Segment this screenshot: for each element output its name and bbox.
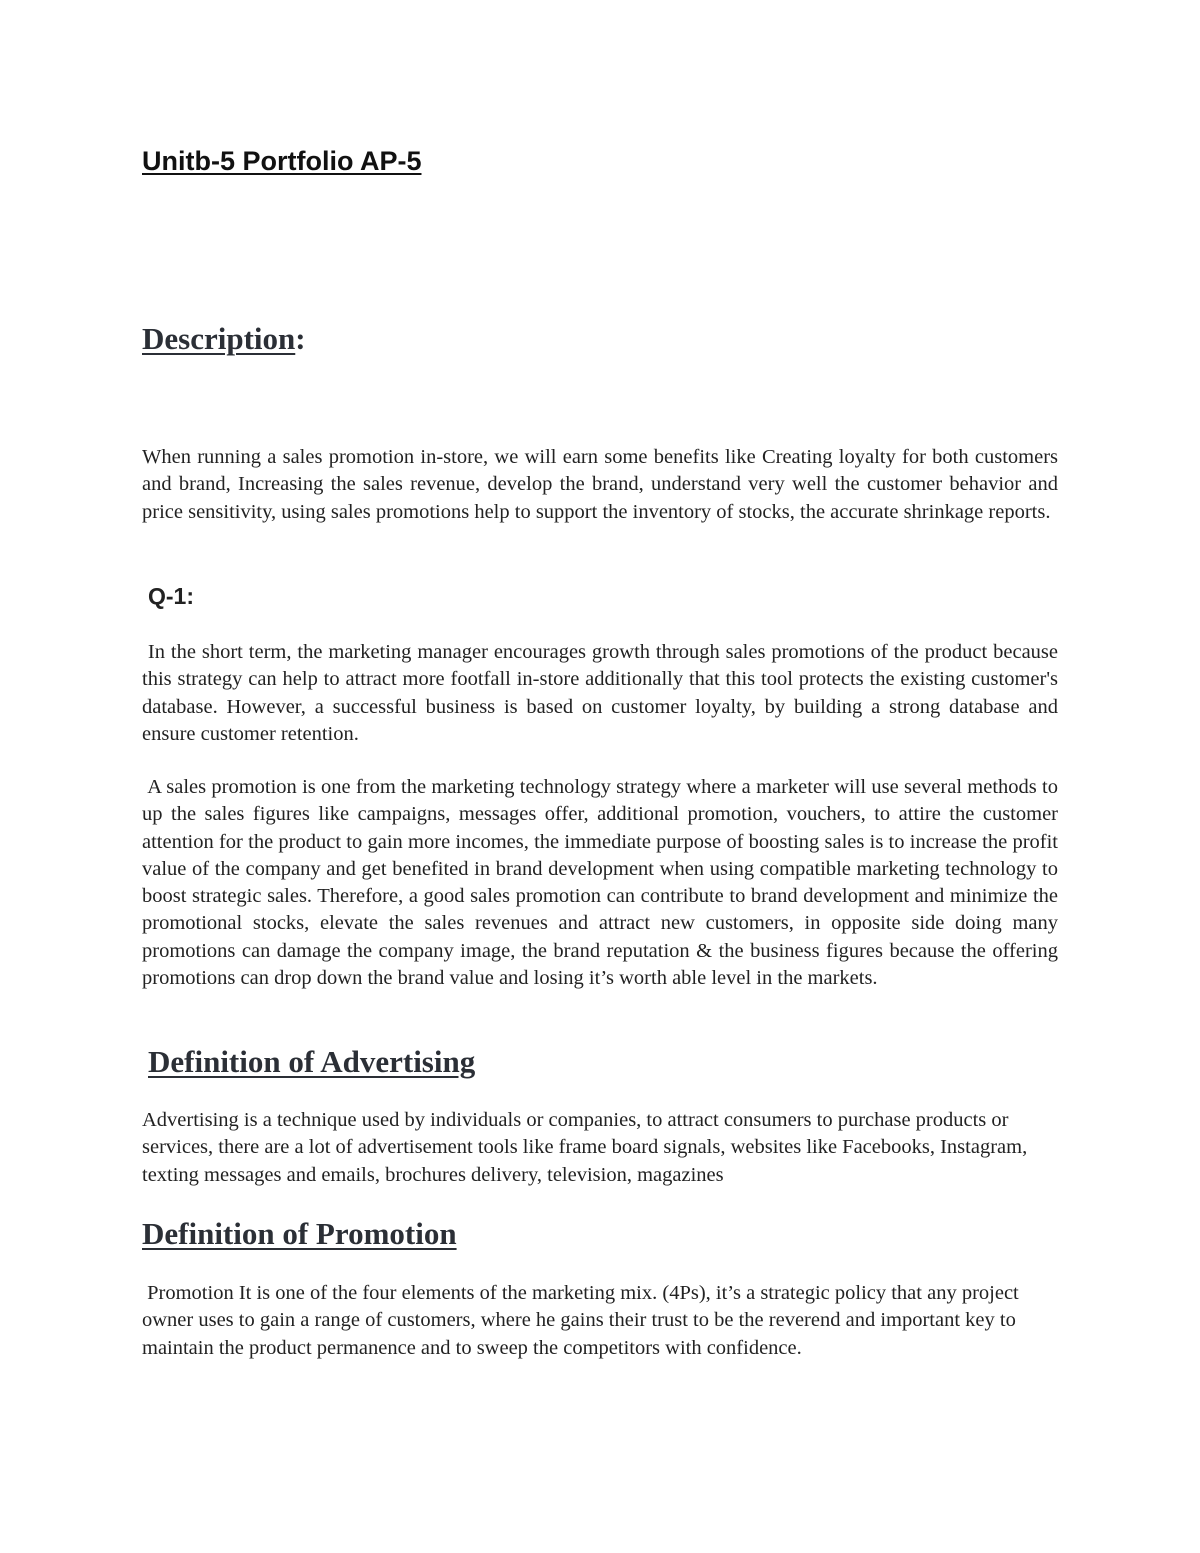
document-title: Unitb-5 Portfolio AP-5 (142, 146, 422, 176)
description-heading-colon: : (295, 321, 306, 356)
q1-label: Q-1: (148, 583, 194, 609)
description-heading-text: Description (142, 321, 296, 356)
promotion-heading-text: Definition of Promotion (142, 1216, 457, 1251)
q1-paragraph (142, 639, 1058, 748)
advertising-heading-text: Definition of Advertising (148, 1044, 476, 1079)
description-heading (142, 321, 306, 357)
description-paragraph: When running a sales promotion in-store, we will earn some benefits like Creating loyalty for both customers and brand, Increasing the sales revenue, develop the brand, understand very well the customer behavior and price sensitivity, using sales promotions help to support the inventory of stocks, the accurate shrinkage reports. (142, 446, 1058, 523)
advertising-paragraph: Advertising is a technique used by individuals or companies, to attract consumers to purchase products or services, there are a lot of advertisement tools like frame board signals, websites like Facebooks, Instagram, texting messages and emails, brochures delivery, television, magazines (142, 1109, 1028, 1186)
sales-promotion-paragraph (142, 774, 1058, 992)
promotion-paragraph (142, 1280, 1042, 1362)
promotion-heading (142, 1216, 457, 1252)
sales-promotion-paragraph-text: A sales promotion is one from the marketing technology strategy where a marketer will use several methods to up the sales figures like campaigns, messages offer, additional promotion, vouchers, to attire the customer attention for the product to gain more incomes, the immediate purpose of boosting sales is to increase the profit value of the company and get benefited in brand development when using compatible marketing technology to boost strategic sales. Therefore, a good sales promotion can contribute to brand development and minimize the promotional stocks, elevate the sales revenues and attract new customers, in opposite side doing many promotions can damage the company image, the brand reputation & the business figures because the offering promotions can drop down the brand value and losing it’s worth able level in the markets. (142, 776, 1058, 990)
advertising-heading (148, 1044, 475, 1080)
q1-paragraph-text: In the short term, the marketing manager encourages growth through sales promotions of the product because this strategy can help to attract more footfall in-store additionally that this tool protects the existing customer's database. However, a successful business is based on customer loyalty, by building a strong database and ensure customer retention. (142, 641, 1059, 745)
promotion-paragraph-text: Promotion It is one of the four elements of the marketing mix. (4Ps), it’s a strategic policy that any project owner uses to gain a range of customers, where he gains their trust to be the reverend and important key to maintain the product permanence and to sweep the competitors with confidence. (142, 1282, 1019, 1359)
